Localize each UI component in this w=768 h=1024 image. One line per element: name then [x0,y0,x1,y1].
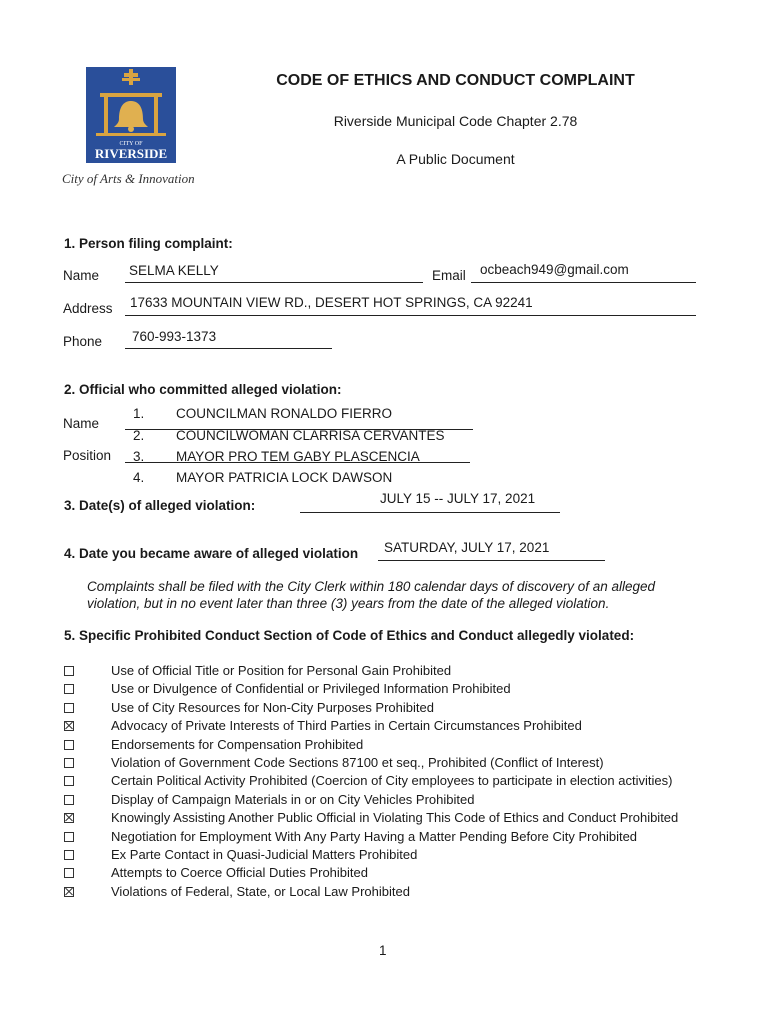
phone-underline [125,348,332,349]
position-underline-strike [125,462,470,463]
page-subtitle: Riverside Municipal Code Chapter 2.78 [333,113,578,129]
email-underline [471,282,696,283]
svg-text:CITY OF: CITY OF [119,141,143,147]
official-3-number: 3. [133,449,145,464]
section-2-heading: 2. Official who committed alleged violation: [64,382,342,397]
email-field[interactable]: ocbeach949@gmail.com [480,262,629,277]
conduct-checkbox-6[interactable] [64,758,74,768]
official-4-name: MAYOR PATRICIA LOCK DAWSON [176,470,393,485]
conduct-checkbox-11[interactable] [64,850,74,860]
conduct-option-label-4: Advocacy of Private Interests of Third Parties in Certain Circumstances Prohibited [111,718,582,734]
conduct-option-label-6: Violation of Government Code Sections 87100 et seq., Prohibited (Conflict of Interest) [111,755,604,770]
email-label: Email [432,268,466,283]
conduct-checkbox-10[interactable] [64,832,74,842]
address-field[interactable]: 17633 MOUNTAIN VIEW RD., DESERT HOT SPRINGS, CA 92241 [130,295,533,310]
conduct-checkbox-9[interactable] [64,813,74,823]
conduct-checkbox-4[interactable] [64,721,74,731]
section-1-heading: 1. Person filing complaint: [64,236,233,251]
conduct-option-label-11: Ex Parte Contact in Quasi-Judicial Matters Prohibited [111,847,418,862]
conduct-checkbox-5[interactable] [64,740,74,750]
conduct-checkbox-8[interactable] [64,795,74,805]
official-position-label: Position [63,448,112,463]
conduct-option-label-13: Violations of Federal, State, or Local Law Prohibited [111,883,410,899]
official-3-name: MAYOR PRO TEM GABY PLASCENCIA [176,449,420,464]
conduct-option-label-3: Use of City Resources for Non-City Purposes Prohibited [111,699,434,715]
document-type: A Public Document [396,151,515,167]
conduct-checkbox-3[interactable] [64,703,74,713]
name-underline-strike [125,429,473,430]
conduct-option-label-2: Use or Divulgence of Confidential or Privileged Information Prohibited [111,681,511,697]
awareness-date-underline [378,560,605,561]
conduct-option-label-5: Endorsements for Compensation Prohibited [111,736,364,752]
official-1-name: COUNCILMAN RONALDO FIERRO [176,406,393,421]
violation-dates-underline [300,512,560,513]
conduct-option-label-1: Use of Official Title or Position for Personal Gain Prohibited [111,663,452,678]
svg-text:RIVERSIDE: RIVERSIDE [94,146,168,161]
complainant-name-field[interactable]: SELMA KELLY [129,263,219,278]
section-3-heading: 3. Date(s) of alleged violation: [64,498,256,513]
official-1-number: 1. [133,406,145,421]
conduct-option-label-7: Certain Political Activity Prohibited (Coercion of City employees to participate in election activities) [111,773,673,789]
phone-label: Phone [63,334,103,349]
official-2-number: 2. [133,428,145,443]
city-tagline: City of Arts & Innovation [62,171,195,186]
section-4-heading: 4. Date you became aware of alleged violation [64,546,359,561]
section-5-heading: 5. Specific Prohibited Conduct Section of Code of Ethics and Conduct allegedly violated: [64,628,635,643]
page-title: CODE OF ETHICS AND CONDUCT COMPLAINT [276,72,635,89]
awareness-date-field[interactable]: SATURDAY, JULY 17, 2021 [384,540,550,555]
conduct-option-label-12: Attempts to Coerce Official Duties Prohibited [111,865,368,881]
name-underline [125,282,423,283]
conduct-checkbox-13[interactable] [64,887,74,897]
page-number: 1 [379,943,387,958]
filing-deadline-note: Complaints shall be filed with the City Clerk within 180 calendar days of discovery of an alleged violation, but in no event later than three (3) years from the date of the alleged violation. [87,579,656,611]
conduct-checkbox-7[interactable] [64,776,74,786]
conduct-option-label-10: Negotiation for Employment With Any Party Having a Matter Pending Before City Prohibited [111,828,638,844]
conduct-option-label-9: Knowingly Assisting Another Public Official in Violating This Code of Ethics and Conduct Prohibited [111,810,679,826]
conduct-checkbox-1[interactable] [64,666,74,676]
official-4-number: 4. [133,470,145,485]
address-underline [125,315,696,316]
official-name-label: Name [63,416,100,431]
violation-dates-field[interactable]: JULY 15 -- JULY 17, 2021 [380,491,536,506]
conduct-checkbox-2[interactable] [64,684,74,694]
conduct-checkbox-12[interactable] [64,868,74,878]
address-label: Address [63,301,113,316]
phone-field[interactable]: 760-993-1373 [132,329,217,344]
conduct-option-label-8: Display of Campaign Materials in or on City Vehicles Prohibited [111,791,475,807]
official-2-name: COUNCILWOMAN CLARRISA CERVANTES [176,428,445,443]
name-label: Name [63,268,100,283]
